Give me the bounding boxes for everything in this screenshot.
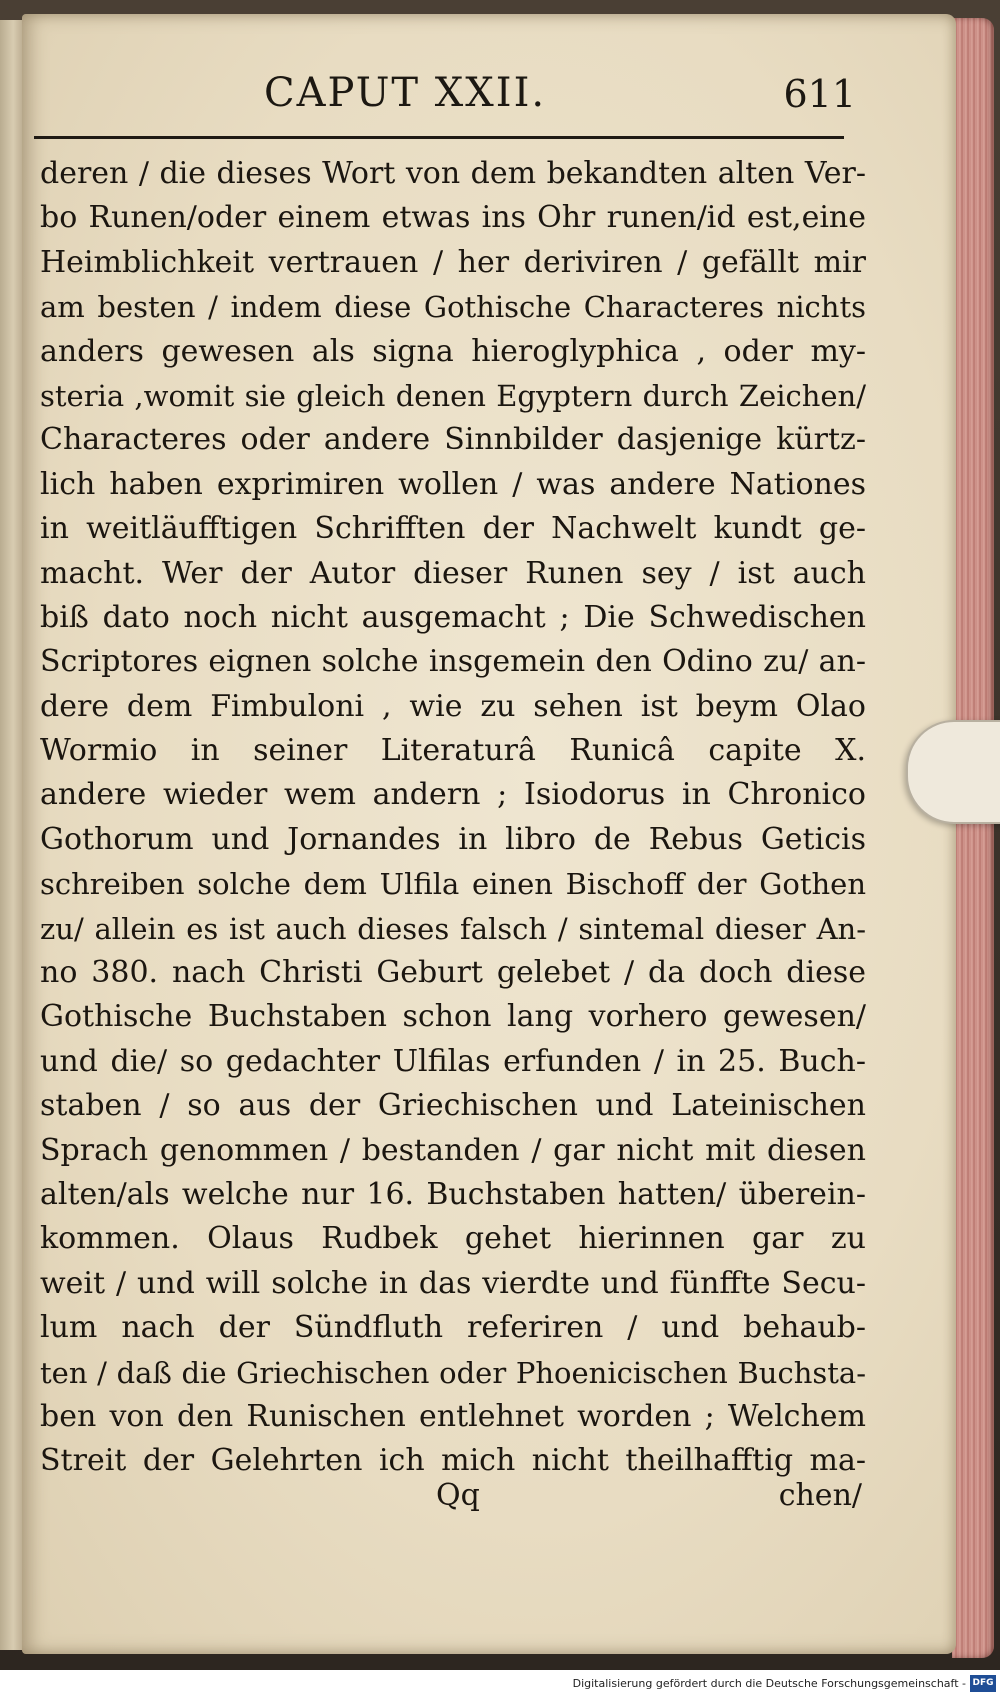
text-line: deren / die dieses Wort von dem bekandten alten Ver-	[40, 156, 866, 191]
text-line: am besten / indem diese Gothische Characteres nichts	[40, 290, 866, 325]
text-line: in weitläufftigen Schrifften der Nachwelt kundt ge-	[40, 511, 866, 547]
page-foot	[40, 1478, 866, 1528]
page-edges	[952, 18, 994, 1658]
text-line: macht. Wer der Autor dieser Runen sey / ist auch	[40, 555, 866, 591]
page-number: 611	[783, 72, 856, 116]
text-line: kommen. Olaus Rudbek gehet hierinnen gar zu	[40, 1221, 866, 1257]
text-line: Sprach genommen / bestanden / gar nicht mit diesen	[40, 1132, 866, 1168]
text-line: Streit der Gelehrten ich mich nicht theilhafftig ma-	[40, 1443, 866, 1479]
header-rule	[34, 136, 844, 139]
facing-page-edge	[0, 20, 23, 1650]
text-line: dere dem Fimbuloni , wie zu sehen ist beym Olao	[40, 688, 866, 724]
dfg-logo: DFG	[970, 1675, 996, 1692]
catchword: chen/	[778, 1478, 862, 1513]
page-header	[50, 70, 870, 140]
text-line: Gothische Buchstaben schon lang vorhero gewesen/	[40, 999, 866, 1035]
text-line: lum nach der Sündfluth referiren / und behaub-	[40, 1310, 866, 1346]
text-line: steria ,womit sie gleich denen Egyptern durch Zeichen/	[40, 378, 866, 413]
text-line: anders gewesen als signa hieroglyphica , oder my-	[40, 333, 866, 369]
text-line: no 380. nach Christi Geburt gelebet / da doch diese	[40, 955, 866, 991]
text-line: ten / daß die Griechischen oder Phoenicischen Buchsta-	[40, 1355, 866, 1390]
text-line: ben von den Runischen entlehnet worden ; Welchem	[40, 1398, 866, 1434]
signature-mark: Qq	[436, 1478, 480, 1513]
text-line: biß dato noch nicht ausgemacht ; Die Schwedischen	[40, 599, 866, 635]
text-line: bo Runen/oder einem etwas ins Ohr runen/id est,eine	[40, 200, 866, 236]
calibration-tab	[906, 720, 1000, 824]
text-line: Scriptores eignen solche insgemein den Odino zu/ an-	[40, 644, 866, 680]
text-line: schreiben solche dem Ulfila einen Bischoff der Gothen	[40, 867, 866, 902]
running-head: CAPUT XXII.	[264, 70, 547, 116]
funding-credit: Digitalisierung gefördert durch die Deutsche Forschungsgemeinschaft -	[572, 1677, 966, 1690]
body-text	[40, 152, 866, 1484]
text-line: alten/als welche nur 16. Buchstaben hatten/ überein-	[40, 1176, 866, 1212]
text-line: andere wieder wem andern ; Isiodorus in Chronico	[40, 777, 866, 813]
text-line: weit / und will solche in das vierdte und fünffte Secu-	[40, 1265, 866, 1301]
text-line: Gothorum und Jornandes in libro de Rebus Geticis	[40, 821, 866, 857]
text-line: staben / so aus der Griechischen und Lateinischen	[40, 1088, 866, 1124]
text-line: Characteres oder andere Sinnbilder dasjenige kürtz-	[40, 422, 866, 458]
text-line: zu/ allein es ist auch dieses falsch / sintemal dieser An-	[40, 911, 866, 946]
text-line: Wormio in seiner Literaturâ Runicâ capite X.	[40, 733, 866, 769]
text-line: Heimblichkeit vertrauen / her deriviren / gefällt mir	[40, 244, 866, 280]
text-line: lich haben exprimiren wollen / was andere Nationes	[40, 466, 866, 502]
digitization-footer	[0, 1670, 1000, 1700]
text-line: und die/ so gedachter Ulfilas erfunden / in 25. Buch-	[40, 1043, 866, 1079]
